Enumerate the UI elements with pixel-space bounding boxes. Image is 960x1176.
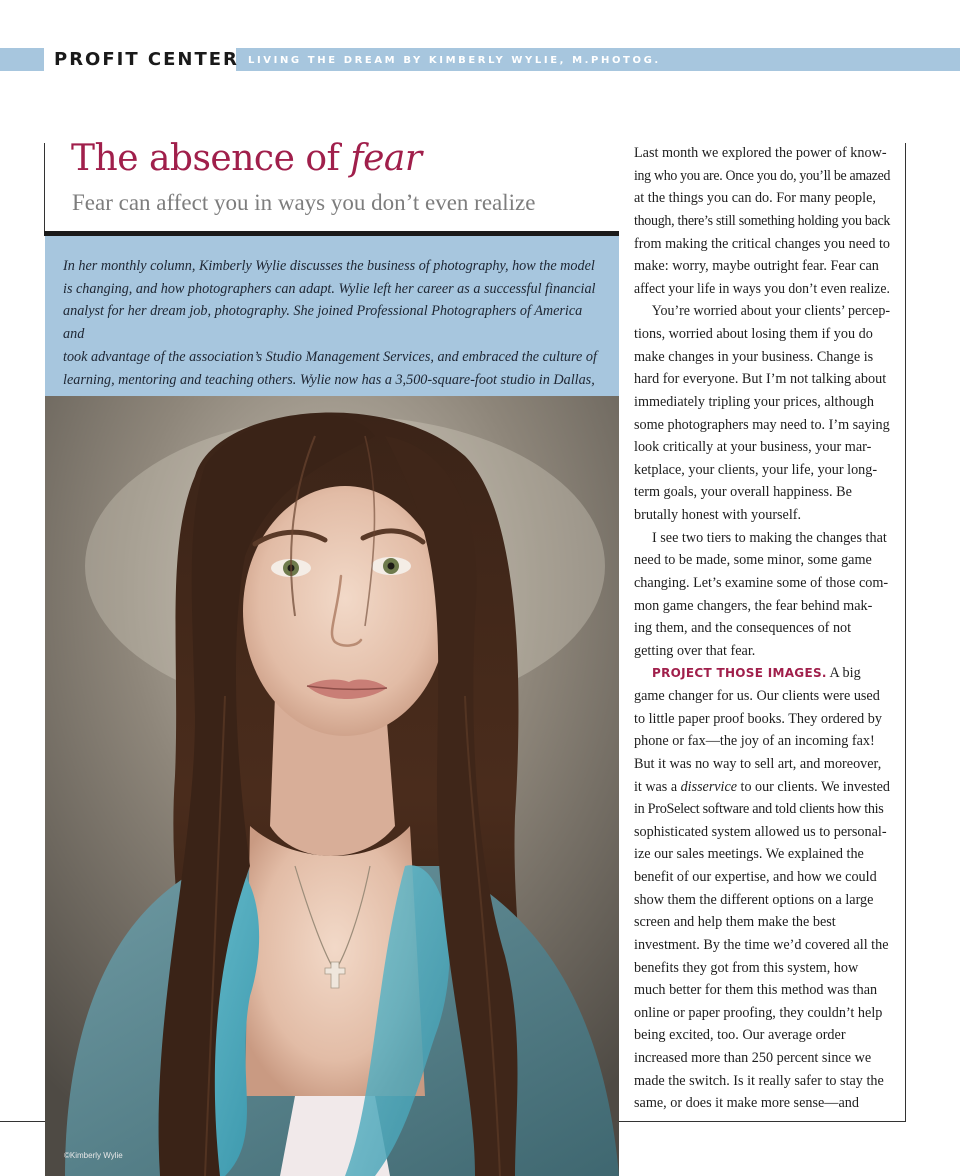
body-line: investment. By the time we’d covered all the: [634, 936, 889, 953]
section-kicker: PROJECT THOSE IMAGES.: [652, 666, 827, 681]
body-line: sophisticated system allowed us to personal-: [634, 823, 887, 840]
body-line: Last month we explored the power of know-: [634, 145, 887, 161]
body-line: same, or does it make more sense—and: [634, 1095, 859, 1112]
intro-line: analyst for her dream job, photography. She joined Professional Photographers of America and: [63, 303, 583, 343]
intro-line: In her monthly column, Kimberly Wylie discusses the business of photography, how the model: [63, 258, 595, 274]
body-line: You’re worried about your clients’ percep-: [651, 303, 891, 320]
body-line: phone or fax—the joy of an incoming fax!: [634, 733, 875, 750]
body-line: ing them, and the consequences of not: [634, 620, 852, 637]
body-line: term goals, your overall happiness. Be: [634, 484, 852, 501]
intro-line: is changing, and how photographers can adapt. Wylie left her career as a successful financial: [63, 280, 596, 297]
body-line: ketplace, your clients, your life, your long-: [634, 461, 878, 478]
body-line: tions, worried about losing them if you do: [634, 326, 873, 342]
column-label: LIVING THE DREAM BY KIMBERLY WYLIE, M.PHOTOG.: [248, 55, 661, 66]
intro-box: [45, 236, 619, 396]
article-subtitle: Fear can affect you in ways you don’t even realize: [72, 190, 536, 215]
body-line: made the switch. Is it really safer to stay the: [634, 1072, 884, 1089]
portrait-photo: [45, 396, 619, 1176]
body-line: [634, 776, 888, 799]
body-paragraph: [634, 142, 890, 300]
body-paragraph: [634, 527, 890, 663]
body-line: But it was no way to sell art, and moreover,: [634, 755, 882, 772]
body-line: I see two tiers to making the changes that: [652, 529, 887, 546]
photo-credit: ©Kimberly Wylie: [64, 1151, 123, 1160]
intro-line: learning, mentoring and teaching others. Wylie now has a 3,500-square-foot studio in Dallas,: [63, 371, 595, 388]
article-body: [634, 142, 890, 1115]
body-line: at the things you can do. For many people,: [634, 190, 876, 207]
body-line: ing who you are. Once you do, you’ll be amazed: [634, 167, 891, 184]
body-line: being excited, too. Our average order: [634, 1027, 846, 1044]
body-line: need to be made, some minor, some game: [634, 552, 872, 569]
body-line: benefit of our expertise, and how we could: [634, 869, 877, 885]
left-rule: [44, 143, 45, 235]
intro-line: took advantage of the association’s Studio Management Services, and embraced the culture of: [63, 348, 597, 365]
body-line: hard for everyone. But I’m not talking about: [634, 371, 887, 388]
body-line: online or paper proofing, they couldn’t help: [634, 1004, 883, 1021]
article-title-main: The absence of: [71, 138, 351, 179]
body-line: immediately tripling your prices, although: [634, 393, 874, 410]
disservice-pre: it was a: [634, 778, 681, 795]
body-line: benefits they got from this system, how: [634, 959, 859, 976]
body-line: make changes in your business. Change is: [634, 348, 874, 365]
article-title-emphasis: fear: [350, 138, 422, 179]
body-line: getting over that fear.: [634, 642, 756, 659]
body-line: in ProSelect software and told clients how this: [634, 801, 884, 818]
body-line: ize our sales meetings. We explained the: [634, 846, 864, 863]
body-line: though, there’s still something holding you back: [634, 212, 891, 229]
body-line: look critically at your business, your mar-: [634, 439, 872, 456]
body-line: increased more than 250 percent since we: [634, 1050, 872, 1066]
body-line: from making the critical changes you need to: [634, 235, 890, 252]
body-line: changing. Let’s examine some of those com-: [634, 574, 889, 591]
body-line: much better for them this method was than: [634, 982, 878, 999]
intro-text: [63, 255, 603, 414]
body-paragraph: [634, 662, 890, 1115]
body-line: mon game changers, the fear behind mak-: [634, 597, 873, 614]
body-line: to little paper proof books. They ordered by: [634, 710, 882, 727]
article-title: [71, 138, 422, 179]
body-line: show them the different options on a large: [634, 891, 874, 908]
disservice-emphasis: disservice: [680, 778, 738, 795]
body-line: some photographers may need to. I’m saying: [634, 416, 890, 433]
body-paragraph: [634, 300, 890, 526]
body-line: make: worry, maybe outright fear. Fear can: [634, 258, 879, 275]
body-line: game changer for us. Our clients were used: [634, 688, 880, 704]
body-line: brutally honest with yourself.: [634, 507, 802, 523]
body-line: affect your life in ways you don’t even realize.: [634, 280, 890, 297]
body-line: screen and help them make the best: [634, 914, 836, 931]
right-rule: [905, 143, 906, 1122]
disservice-post: to our clients. We invested: [737, 778, 890, 795]
kicker-line-rest: A big: [826, 665, 861, 682]
section-label: PROFIT CENTER: [54, 49, 239, 70]
body-line: [634, 662, 890, 685]
